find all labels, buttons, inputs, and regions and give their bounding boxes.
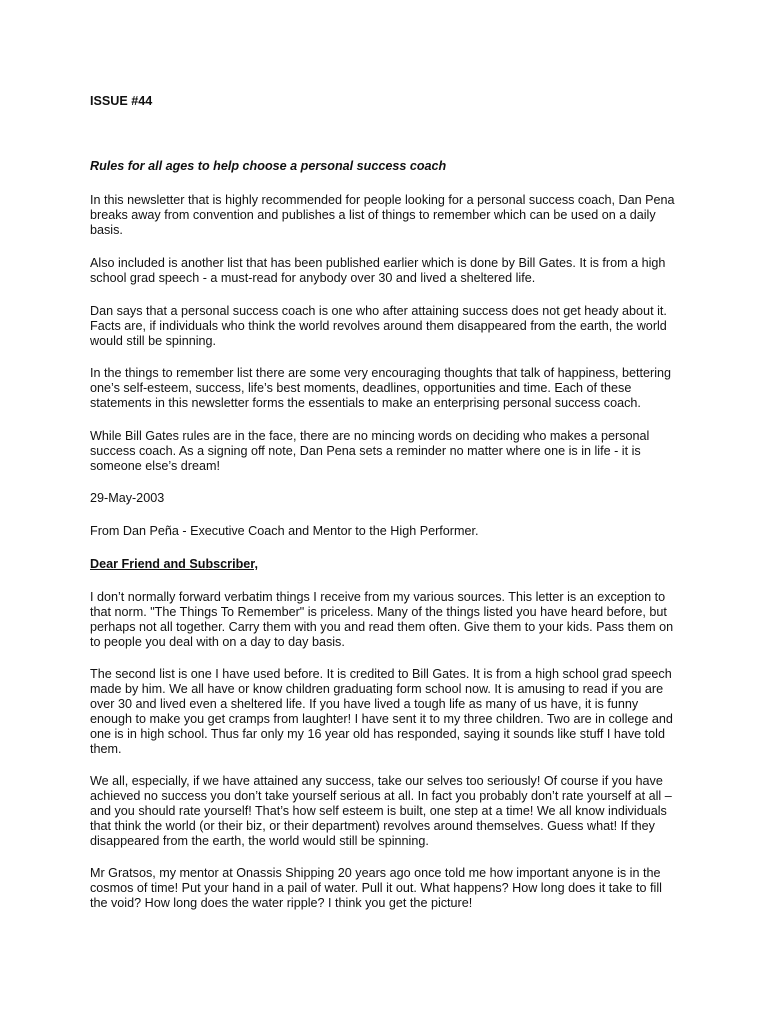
intro-paragraph-5: While Bill Gates rules are in the face, there are no mincing words on deciding who makes a personal success coach. As a signing off note, Dan Pena sets a reminder no matter where one is in life - it is someone else’s dream! — [90, 429, 650, 473]
subtitle: Rules for all ages to help choose a personal success coach — [90, 159, 447, 173]
newsletter-date: 29-May-2003 — [90, 491, 165, 505]
issue-number: ISSUE #44 — [90, 94, 153, 108]
letter-paragraph-4: Mr Gratsos, my mentor at Onassis Shipping 20 years ago once told me how important anyone is in the cosmos of time! Put your hand in a pail of water. Pull it out. What happens? How long does it take to fill the void? How long does the water ripple? I think you get the picture! — [90, 866, 662, 910]
intro-paragraph-1: In this newsletter that is highly recommended for people looking for a personal success coach, Dan Pena breaks away from convention and publishes a list of things to remember which can be used on a daily basis. — [90, 193, 675, 237]
letter-paragraph-1: I don’t normally forward verbatim things I receive from my various sources. This letter is an exception to that norm. "The Things To Remember" is priceless. Many of the things listed you have heard before, but perhaps not all together. Carry them with you and read them often. Give them to your kids. Pass them on to people you deal with on a day to day basis. — [90, 590, 674, 649]
intro-paragraph-2: Also included is another list that has been published earlier which is done by Bill Gates. It is from a high school grad speech - a must-read for anybody over 30 and lived a sheltered life. — [90, 256, 666, 285]
from-line: From Dan Peña - Executive Coach and Mentor to the High Performer. — [90, 524, 479, 538]
intro-paragraph-4: In the things to remember list there are some very encouraging thoughts that talk of happiness, bettering one’s self-esteem, success, life’s best moments, deadlines, opportunities and time. Each of these statements in this newsletter forms the essentials to make an enterprising personal success coach. — [90, 366, 672, 410]
intro-paragraph-3: Dan says that a personal success coach is one who after attaining success does not get heady about it. Facts are, if individuals who think the world revolves around them disappeared from the earth, the world would still be spinning. — [90, 304, 667, 348]
salutation: Dear Friend and Subscriber, — [90, 557, 258, 571]
letter-paragraph-3: We all, especially, if we have attained any success, take our selves too seriously! Of course if you have achieved no success you don’t take yourself serious at all. In fact you probably don’t rate yourself at all – and you should rate yourself! That’s how self esteem is built, one step at a time! We all know individuals that think the world (or their biz, or their department) revolves around themselves. Guess what! If they disappeared from the earth, the world would still be spinning. — [90, 774, 672, 848]
letter-paragraph-2: The second list is one I have used before. It is credited to Bill Gates. It is from a high school grad speech made by him. We all have or know children graduating form school now. It is amusing to read if you are over 30 and lived even a sheltered life. If you have lived a tough life as many of us have, it is funny enough to make you get cramps from laughter! I have sent it to my three children. Two are in college and one is in high school. Thus far only my 16 year old has responded, saying it sounds like stuff I have told them. — [90, 667, 673, 756]
